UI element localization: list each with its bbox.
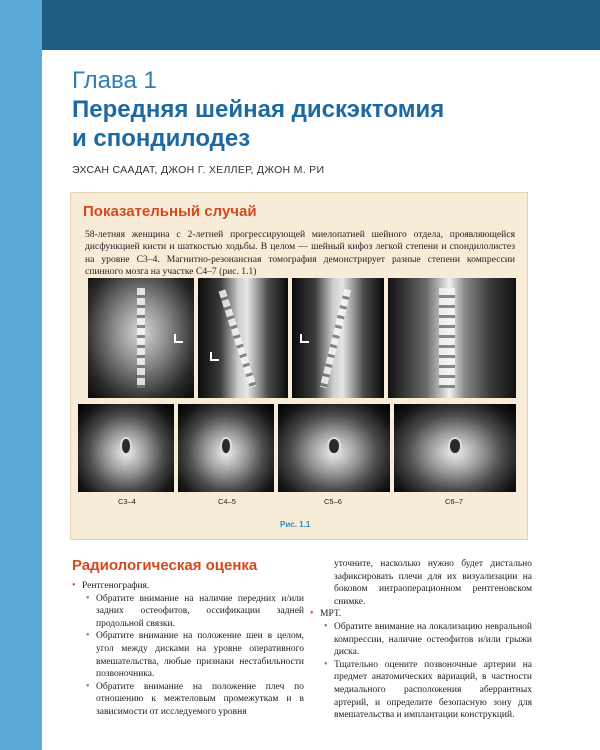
xray-lateral-flexion-image <box>198 278 288 398</box>
list-item: • Тщательно оцените позвоночные артерии на предмет анатомических вариаций, в частности медиального расположения аберрантных артерий, и определите безопасную зону для вмешательства и имплантации конструкций. <box>310 659 532 722</box>
level-label: C5–6 <box>324 497 342 506</box>
cord-shape <box>220 437 232 455</box>
level-label: C4–5 <box>218 497 236 506</box>
level-marker <box>210 352 219 361</box>
authors: ЭХСАН СААДАТ, ДЖОН Г. ХЕЛЛЕР, ДЖОН М. РИ <box>72 164 325 176</box>
mri-bullet: • МРТ. <box>310 608 532 621</box>
level-marker <box>174 334 183 343</box>
top-color-band <box>42 0 600 50</box>
list-item: • Обратите внимание на положение шеи в целом, угол между дисками на уровне оперативного вмешательства, любые признаки нестабильности позвоночника. <box>72 630 304 680</box>
mri-axial-image-c5-6 <box>278 404 390 492</box>
spine-shape <box>137 288 145 389</box>
level-label: C6–7 <box>445 497 463 506</box>
xray-bullet: • Рентгенография. <box>72 580 304 593</box>
mri-axial-image-c3-4 <box>78 404 174 492</box>
cord-shape <box>448 437 463 455</box>
cord-shape <box>327 437 340 455</box>
case-title: Показательный случай <box>83 203 257 220</box>
section-title: Радиологическая оценка <box>72 557 258 574</box>
list-item: • Обратите внимание на положение плеч по отношению к межтеловым промежуткам и в зависимости от исследуемого уровня <box>72 681 304 719</box>
spinal-cord-shape <box>439 288 454 389</box>
mri-axial-image-c6-7 <box>394 404 516 492</box>
continuation-text: уточните, насколько нужно будет дистально зафиксировать плечи для их визуализации на боковом интраоперационном рентгеновском снимке. <box>334 559 532 607</box>
mri-sagittal-image <box>388 278 516 398</box>
xray-lateral-extension-image <box>292 278 384 398</box>
left-color-strip <box>0 0 42 750</box>
level-marker <box>300 334 309 343</box>
right-column <box>310 558 532 722</box>
spine-shape <box>320 288 352 388</box>
spine-shape <box>219 289 257 387</box>
case-text: 58-летняя женщина с 2-летней прогрессирующей миелопатией шейного отдела, проявляющейся дисфункцией кисти и шаткостью ходьбы. В целом — шейный кифоз легкой степени и спондилолистез на уровне C3–4. Магнитно-резонансная томография демонстрирует разные степени компрессии спинного мозга на участке C4–7 (рис. 1.1) <box>85 229 515 278</box>
list-item: • Обратите внимание на локализацию невральной компрессии, наличие остеофитов и/или грыжи диска. <box>310 621 532 659</box>
list-item: • Обратите внимание на наличие передних и/или задних остеофитов, оссификации задней продольной связки. <box>72 593 304 631</box>
level-label: C3–4 <box>118 497 136 506</box>
mri-axial-image-c4-5 <box>178 404 274 492</box>
chapter-title-line-2: и спондилодез <box>72 125 251 152</box>
left-column <box>72 580 304 719</box>
chapter-number: Глава 1 <box>72 67 157 94</box>
figure-caption: Рис. 1.1 <box>280 520 311 529</box>
cord-shape <box>120 437 132 455</box>
xray-ap-image <box>88 278 194 398</box>
chapter-title-line-1: Передняя шейная дискэктомия <box>72 96 445 123</box>
chapter-heading <box>72 66 572 153</box>
